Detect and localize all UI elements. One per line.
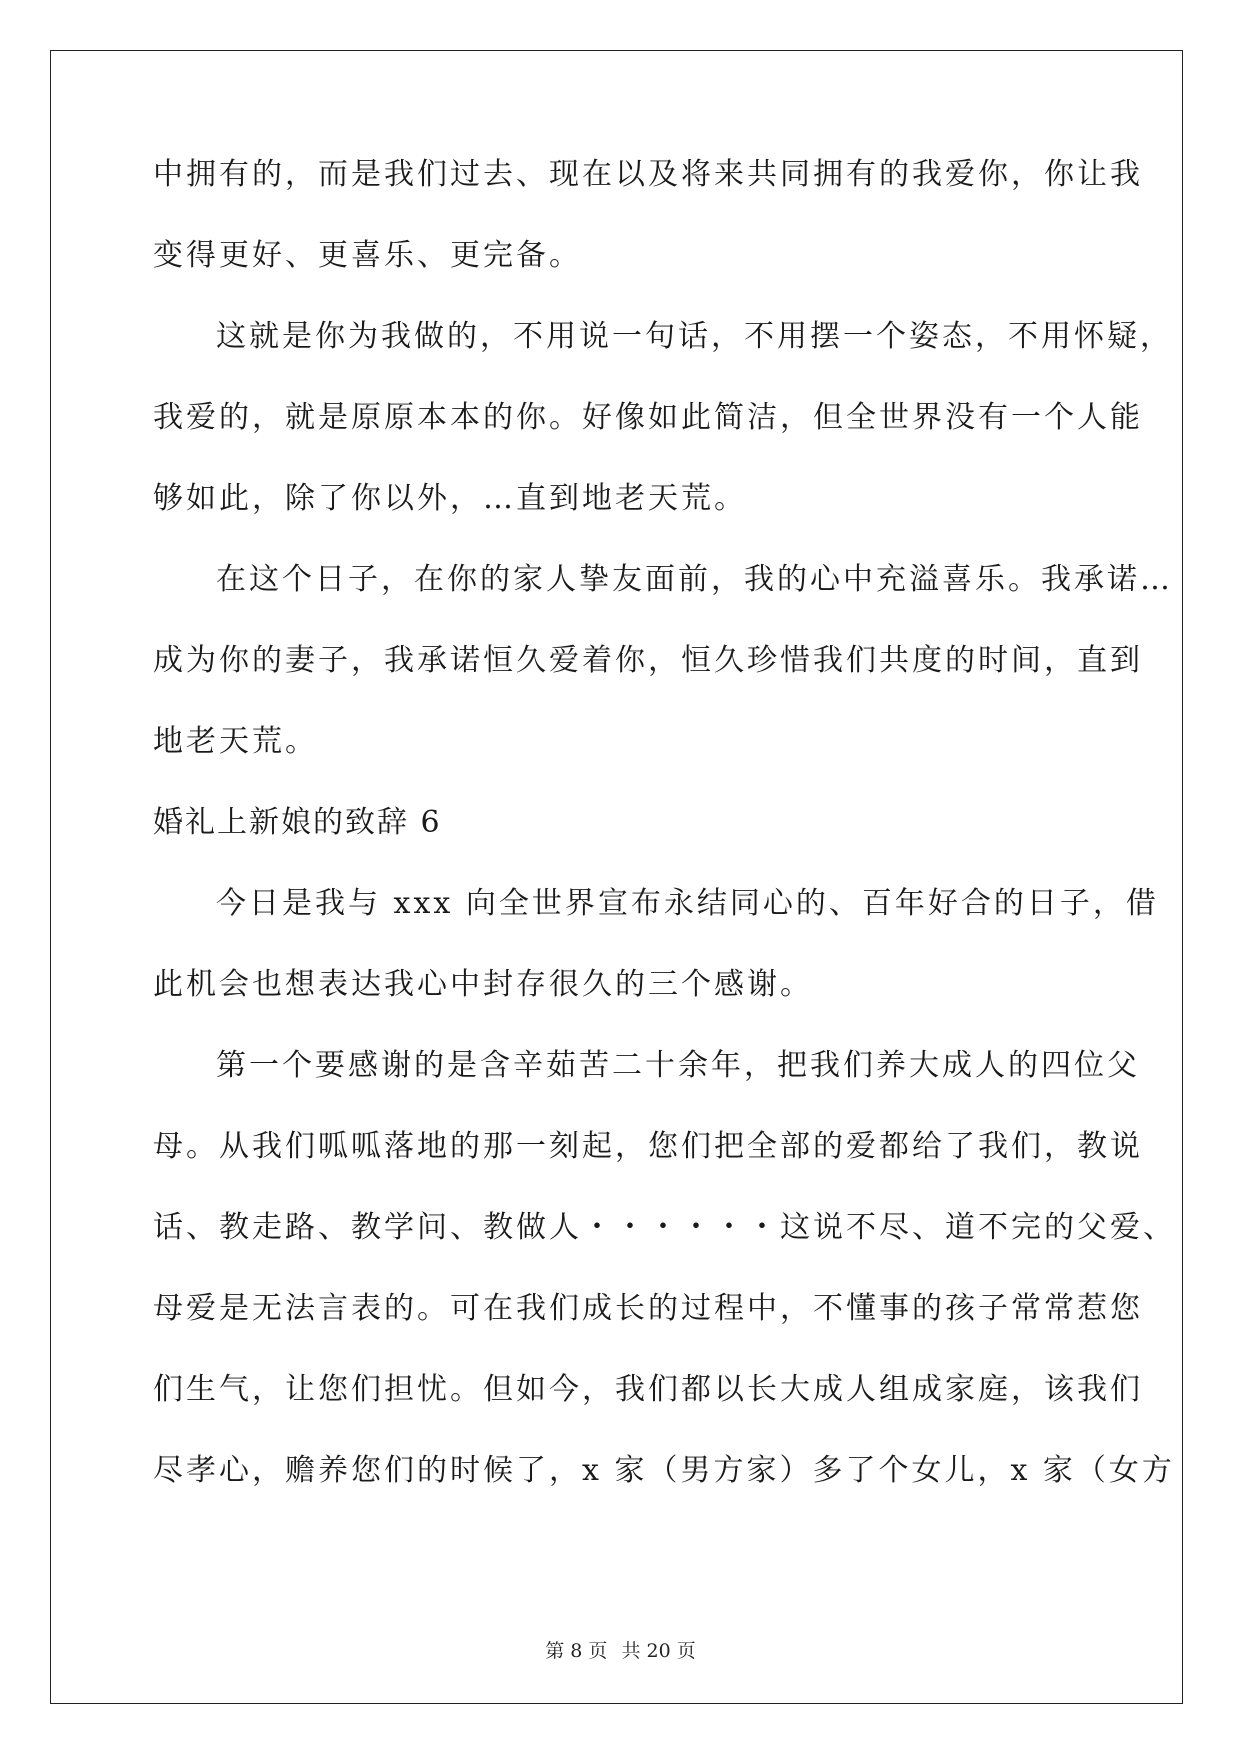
text-line: 地老天荒。 (153, 724, 318, 759)
text-line: 这就是你为我做的，不用说一句话，不用摆一个姿态，不用怀疑， (216, 319, 1173, 354)
text-line: 中拥有的，而是我们过去、现在以及将来共同拥有的我爱你，你让我 (153, 157, 1143, 192)
text-line: 成为你的妻子，我承诺恒久爱着你，恒久珍惜我们共度的时间，直到 (153, 643, 1143, 678)
text-line: 我爱的，就是原原本本的你。好像如此简洁，但全世界没有一个人能 (153, 400, 1143, 435)
text-line: 今日是我与 xxx 向全世界宣布永结同心的、百年好合的日子，借 (216, 886, 1159, 921)
text-line: 母爱是无法言表的。可在我们成长的过程中，不懂事的孩子常常惹您 (153, 1291, 1143, 1326)
text-line: 够如此，除了你以外，…直到地老天荒。 (153, 481, 747, 516)
text-line: 此机会也想表达我心中封存很久的三个感谢。 (153, 967, 813, 1002)
page-footer (0, 1636, 1241, 1663)
text-line: 第一个要感谢的是含辛茹苦二十余年，把我们养大成人的四位父 (216, 1048, 1140, 1083)
text-line: 母。从我们呱呱落地的那一刻起，您们把全部的爱都给了我们，教说 (153, 1129, 1143, 1164)
text-line: 们生气，让您们担忧。但如今，我们都以长大成人组成家庭，该我们 (153, 1372, 1143, 1407)
section-heading: 婚礼上新娘的致辞 6 (153, 805, 442, 840)
text-line: 在这个日子，在你的家人挚友面前，我的心中充溢喜乐。我承诺… (216, 562, 1173, 597)
page-total: 共 20 页 (621, 1640, 696, 1662)
text-line: 尽孝心，赡养您们的时候了，x 家（男方家）多了个女儿，x 家（女方 (153, 1453, 1175, 1488)
text-line: 话、教走路、教学问、教做人・・・・・・这说不尽、道不完的父爱、 (153, 1210, 1176, 1245)
page-number: 第 8 页 (545, 1640, 608, 1662)
text-line: 变得更好、更喜乐、更完备。 (153, 238, 582, 273)
document-body (153, 157, 1176, 1537)
